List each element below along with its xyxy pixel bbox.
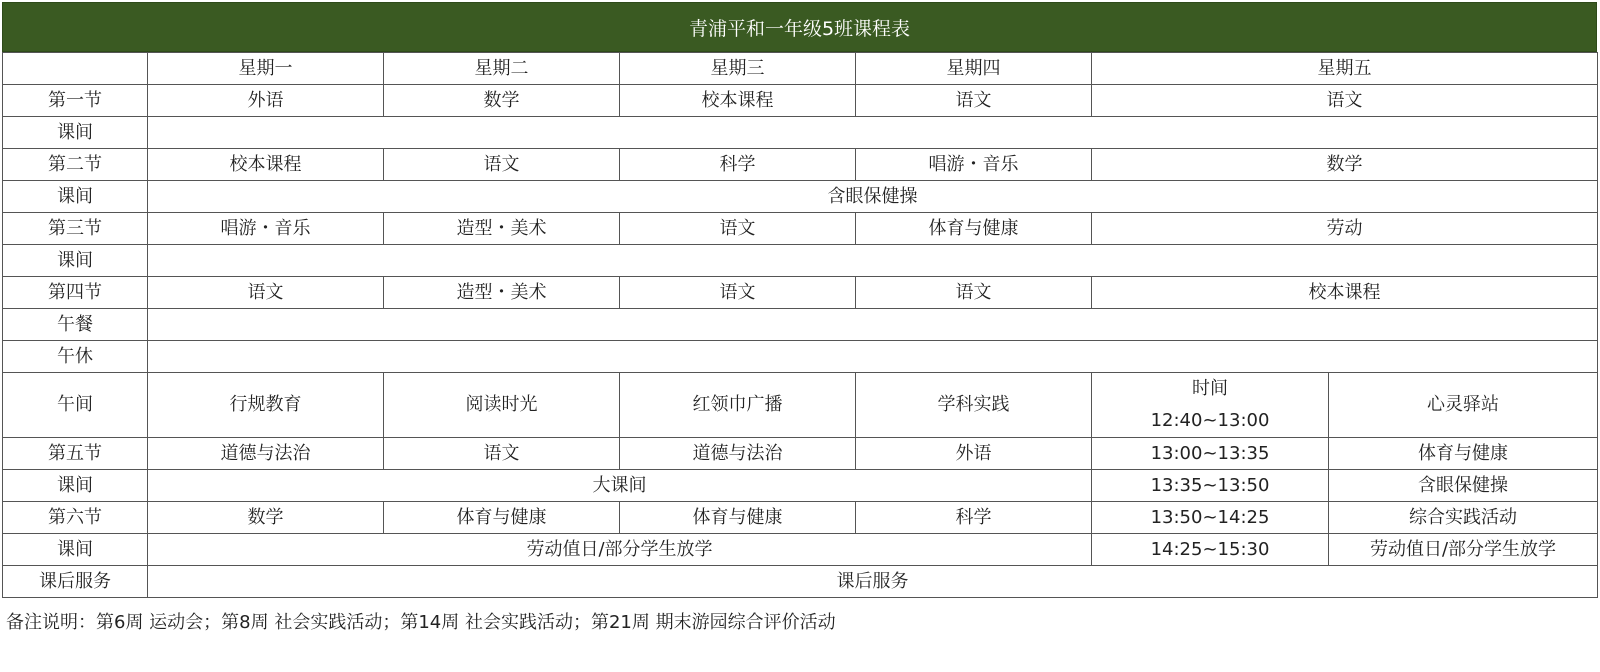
class-cell: 语文 [384, 438, 620, 470]
class-cell: 造型・美术 [384, 277, 620, 309]
period-label: 第二节 [3, 149, 148, 181]
table-row [3, 85, 1598, 117]
table-row [3, 341, 1598, 373]
header-row [3, 53, 1598, 85]
period-label: 课间 [3, 117, 148, 149]
class-cell: 数学 [148, 502, 384, 534]
class-cell: 阅读时光 [384, 373, 620, 438]
corner-cell [3, 53, 148, 85]
class-cell: 语文 [1092, 85, 1598, 117]
class-cell: 校本课程 [148, 149, 384, 181]
period-label: 午餐 [3, 309, 148, 341]
remarks-note: 备注说明：第6周 运动会；第8周 社会实践活动；第14周 社会实践活动；第21周 期末游园综合评价活动 [6, 612, 836, 633]
class-cell: 数学 [384, 85, 620, 117]
class-cell: 科学 [620, 149, 856, 181]
class-cell: 语文 [620, 213, 856, 245]
period-label: 第六节 [3, 502, 148, 534]
table-row [3, 245, 1598, 277]
period-label: 午休 [3, 341, 148, 373]
table-row [3, 470, 1598, 502]
table-row [3, 277, 1598, 309]
period-label: 第一节 [3, 85, 148, 117]
class-cell: 语文 [620, 277, 856, 309]
time-value: 14:25~15:30 [1092, 534, 1329, 566]
class-cell: 劳动 [1092, 213, 1598, 245]
day-header-thursday: 星期四 [856, 53, 1092, 85]
break-cell: 含眼保健操 [148, 181, 1598, 213]
class-cell: 语文 [384, 149, 620, 181]
class-cell: 外语 [856, 438, 1092, 470]
time-value: 13:50~14:25 [1092, 502, 1329, 534]
class-cell: 数学 [1092, 149, 1598, 181]
class-cell: 道德与法治 [148, 438, 384, 470]
class-cell: 学科实践 [856, 373, 1092, 438]
class-cell: 唱游・音乐 [148, 213, 384, 245]
after-school-cell: 课后服务 [148, 566, 1598, 598]
friday-afternoon-cell: 心灵驿站 [1329, 373, 1598, 438]
class-cell: 体育与健康 [384, 502, 620, 534]
day-header-friday: 星期五 [1092, 53, 1598, 85]
table-row [3, 181, 1598, 213]
timetable-title: 青浦平和一年级5班课程表 [2, 2, 1597, 52]
period-label: 课间 [3, 470, 148, 502]
period-label: 第三节 [3, 213, 148, 245]
period-label: 课后服务 [3, 566, 148, 598]
break-cell [148, 309, 1598, 341]
table-row [3, 566, 1598, 598]
table-row [3, 117, 1598, 149]
period-label: 第五节 [3, 438, 148, 470]
break-cell [148, 341, 1598, 373]
time-cell [1092, 373, 1329, 438]
period-label: 课间 [3, 245, 148, 277]
class-cell: 校本课程 [620, 85, 856, 117]
timetable [2, 52, 1598, 598]
day-header-tuesday: 星期二 [384, 53, 620, 85]
period-label: 课间 [3, 534, 148, 566]
class-cell: 外语 [148, 85, 384, 117]
break-cell: 劳动值日/部分学生放学 [148, 534, 1092, 566]
period-label: 课间 [3, 181, 148, 213]
class-cell: 科学 [856, 502, 1092, 534]
class-cell: 语文 [148, 277, 384, 309]
timetable-sheet [2, 2, 1597, 598]
table-row [3, 373, 1598, 438]
time-value: 13:35~13:50 [1092, 470, 1329, 502]
class-cell: 体育与健康 [856, 213, 1092, 245]
time-value: 12:40~13:00 [1150, 410, 1270, 431]
table-row [3, 309, 1598, 341]
friday-afternoon-cell: 劳动值日/部分学生放学 [1329, 534, 1598, 566]
class-cell: 行规教育 [148, 373, 384, 438]
day-header-monday: 星期一 [148, 53, 384, 85]
class-cell: 道德与法治 [620, 438, 856, 470]
class-cell: 语文 [856, 277, 1092, 309]
class-cell: 红领巾广播 [620, 373, 856, 438]
table-row [3, 213, 1598, 245]
day-header-wednesday: 星期三 [620, 53, 856, 85]
table-row [3, 502, 1598, 534]
class-cell: 唱游・音乐 [856, 149, 1092, 181]
period-label: 午间 [3, 373, 148, 438]
friday-afternoon-cell: 综合实践活动 [1329, 502, 1598, 534]
friday-afternoon-cell: 体育与健康 [1329, 438, 1598, 470]
break-cell: 大课间 [148, 470, 1092, 502]
period-label: 第四节 [3, 277, 148, 309]
time-value: 13:00~13:35 [1092, 438, 1329, 470]
class-cell: 体育与健康 [620, 502, 856, 534]
class-cell: 校本课程 [1092, 277, 1598, 309]
table-row [3, 149, 1598, 181]
table-row [3, 534, 1598, 566]
break-cell [148, 117, 1598, 149]
time-column-header: 时间 [1192, 378, 1228, 399]
friday-afternoon-cell: 含眼保健操 [1329, 470, 1598, 502]
class-cell: 造型・美术 [384, 213, 620, 245]
class-cell: 语文 [856, 85, 1092, 117]
break-cell [148, 245, 1598, 277]
table-row [3, 438, 1598, 470]
